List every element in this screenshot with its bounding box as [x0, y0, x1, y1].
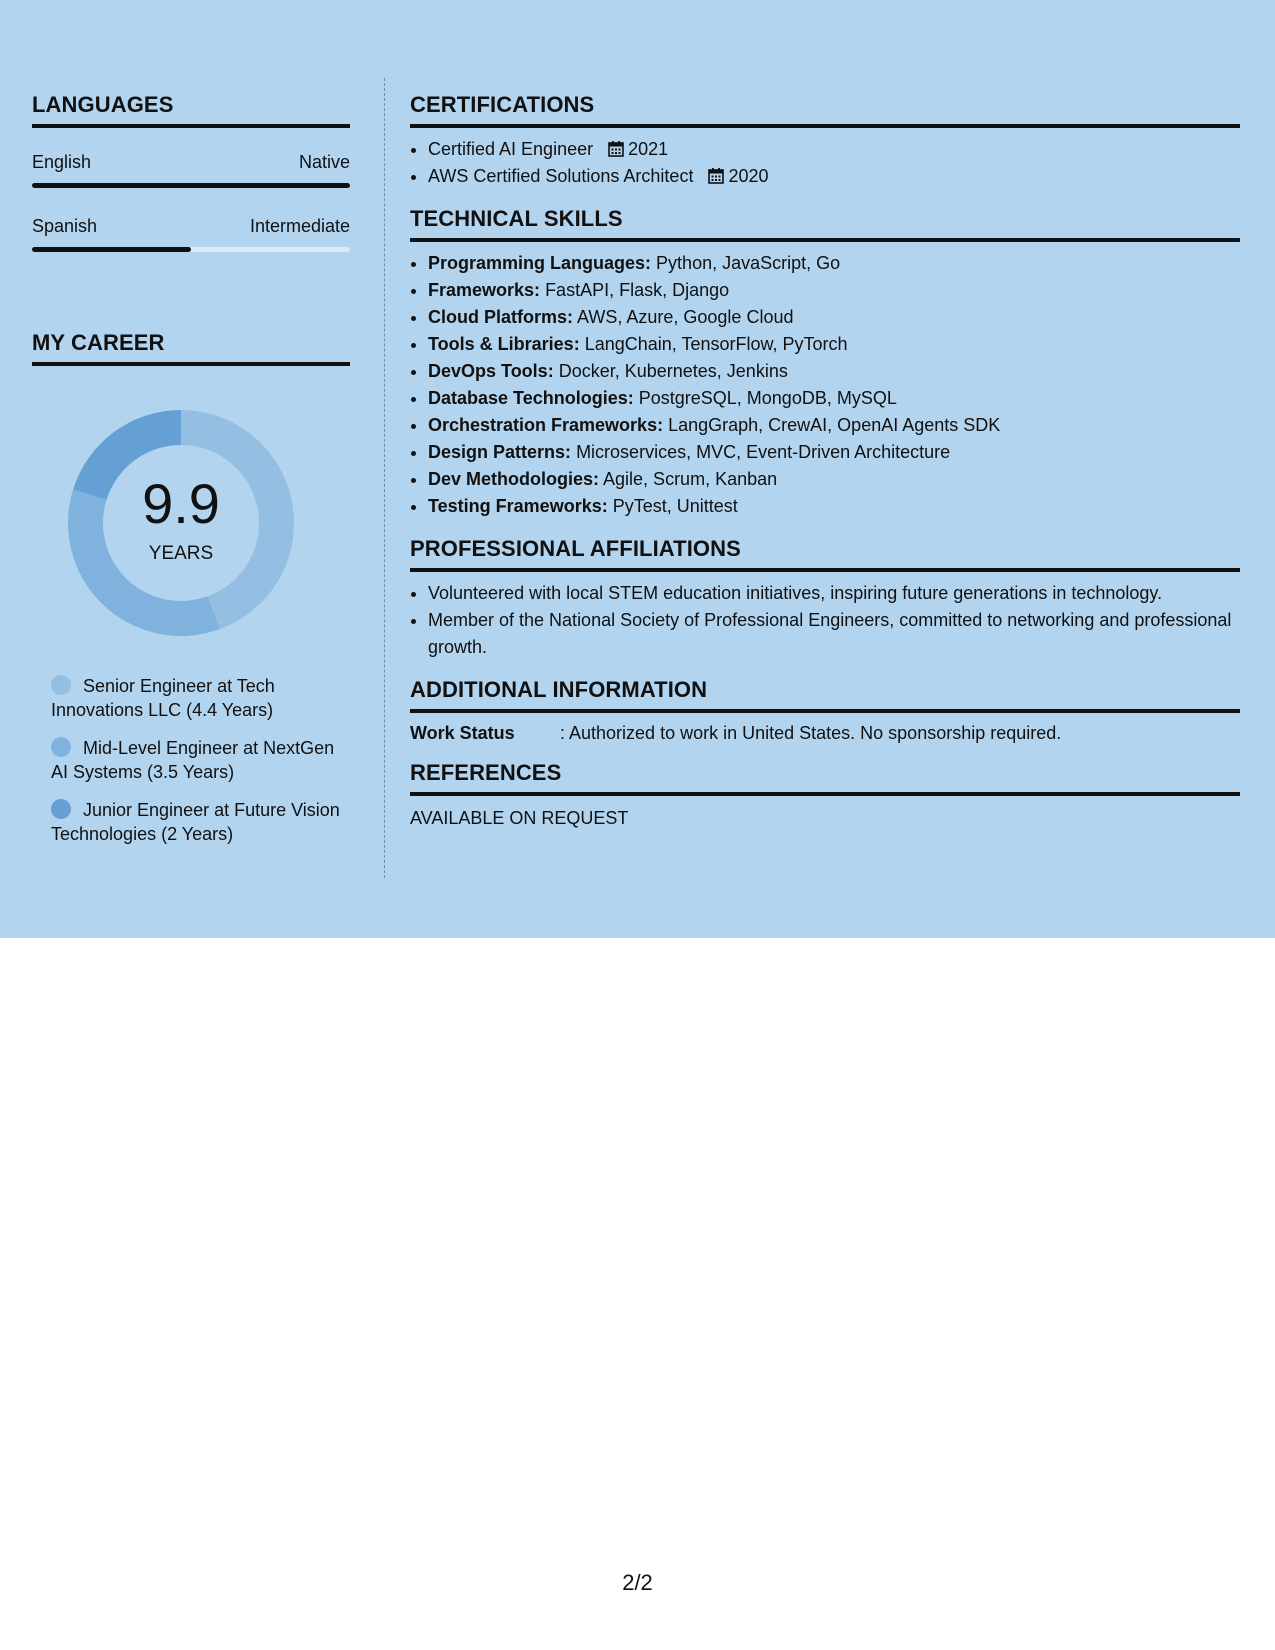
skill-values: Python, JavaScript, Go: [656, 253, 841, 273]
career-legend: [51, 674, 350, 846]
skill-values: LangChain, TensorFlow, PyTorch: [584, 334, 848, 354]
skill-values: PostgreSQL, MongoDB, MySQL: [638, 388, 897, 408]
skill-item: [428, 304, 1240, 331]
calendar-icon: [608, 140, 624, 157]
skill-item: [428, 385, 1240, 412]
skill-category: Testing Frameworks:: [428, 496, 608, 516]
certification-year: 2021: [628, 139, 669, 159]
language-proficiency-bar: [32, 183, 350, 188]
skill-values: Agile, Scrum, Kanban: [603, 469, 778, 489]
legend-label: Mid-Level Engineer at NextGen AI Systems (3.5 Years): [51, 738, 335, 782]
language-proficiency-fill: [32, 247, 191, 252]
language-english: [32, 152, 350, 188]
skill-values: AWS, Azure, Google Cloud: [577, 307, 794, 327]
skill-category: Tools & Libraries:: [428, 334, 580, 354]
skill-values: Microservices, MVC, Event-Driven Architecture: [576, 442, 951, 462]
skill-item: [428, 412, 1240, 439]
skill-category: Design Patterns:: [428, 442, 572, 462]
skill-item: [428, 277, 1240, 304]
left-column: [32, 92, 350, 860]
skill-category: Cloud Platforms:: [428, 307, 574, 327]
references-title: REFERENCES: [410, 760, 1240, 796]
skill-item: [428, 331, 1240, 358]
affiliation-item: • Volunteered with local STEM education initiatives, inspiring future generations in technology.: [428, 580, 1240, 607]
language-level: Native: [298, 152, 350, 172]
technical-skills-list: [410, 250, 1240, 520]
language-proficiency-bar: [32, 247, 350, 252]
skill-values: Docker, Kubernetes, Jenkins: [558, 361, 788, 381]
legend-label: Senior Engineer at Tech Innovations LLC (4.4 Years): [51, 676, 275, 720]
career-title: MY CAREER: [32, 330, 350, 366]
legend-dot: [51, 737, 71, 757]
certification-item: [428, 163, 1240, 190]
career-years-unit: YEARS: [148, 543, 214, 564]
references-text: AVAILABLE ON REQUEST: [410, 808, 629, 828]
affiliations-title: PROFESSIONAL AFFILIATIONS: [410, 536, 1240, 572]
certification-year: 2020: [728, 166, 769, 186]
certification-name: Certified AI Engineer: [428, 139, 594, 159]
affiliations-list: [410, 580, 1240, 661]
career-total-years: 9.9: [142, 472, 220, 535]
work-status-row: [410, 723, 1240, 744]
skill-item: [428, 358, 1240, 385]
work-status-label: Work Status: [410, 723, 515, 743]
work-status-value: : Authorized to work in United States. No sponsorship required.: [560, 723, 1062, 743]
skill-category: Orchestration Frameworks:: [428, 415, 664, 435]
skill-item: [428, 493, 1240, 520]
skill-values: LangGraph, CrewAI, OpenAI Agents SDK: [668, 415, 1001, 435]
skill-category: DevOps Tools:: [428, 361, 554, 381]
skill-category: Dev Methodologies:: [428, 469, 600, 489]
page-number: 2/2: [622, 1570, 653, 1595]
skill-item: [428, 250, 1240, 277]
skill-category: Programming Languages:: [428, 253, 652, 273]
skill-values: FastAPI, Flask, Django: [545, 280, 730, 300]
legend-dot: [51, 799, 71, 819]
legend-dot: [51, 675, 71, 695]
calendar-icon: [708, 167, 724, 184]
skill-category: Database Technologies:: [428, 388, 634, 408]
right-column: [410, 92, 1240, 829]
legend-item: [51, 798, 350, 846]
skill-values: PyTest, Unittest: [612, 496, 738, 516]
language-name: English: [32, 152, 92, 172]
skill-category: Frameworks:: [428, 280, 541, 300]
certifications-title: CERTIFICATIONS: [410, 92, 1240, 128]
certification-item: [428, 136, 1240, 163]
career-donut-chart: [66, 408, 296, 638]
skill-item: [428, 439, 1240, 466]
affiliation-item: • Member of the National Society of Professional Engineers, committed to networking and professional growth.: [428, 607, 1240, 661]
legend-item: [51, 736, 350, 784]
certifications-list: [410, 136, 1240, 190]
legend-item: [51, 674, 350, 722]
column-divider: [384, 78, 385, 878]
legend-label: Junior Engineer at Future Vision Technologies (2 Years): [51, 800, 340, 844]
language-proficiency-fill: [32, 183, 350, 188]
skill-item: [428, 466, 1240, 493]
language-level: Intermediate: [249, 216, 350, 236]
additional-info-title: ADDITIONAL INFORMATION: [410, 677, 1240, 713]
language-name: Spanish: [32, 216, 98, 236]
technical-skills-title: TECHNICAL SKILLS: [410, 206, 1240, 242]
languages-title: LANGUAGES: [32, 92, 350, 128]
certification-name: AWS Certified Solutions Architect: [428, 166, 694, 186]
language-spanish: [32, 216, 350, 252]
